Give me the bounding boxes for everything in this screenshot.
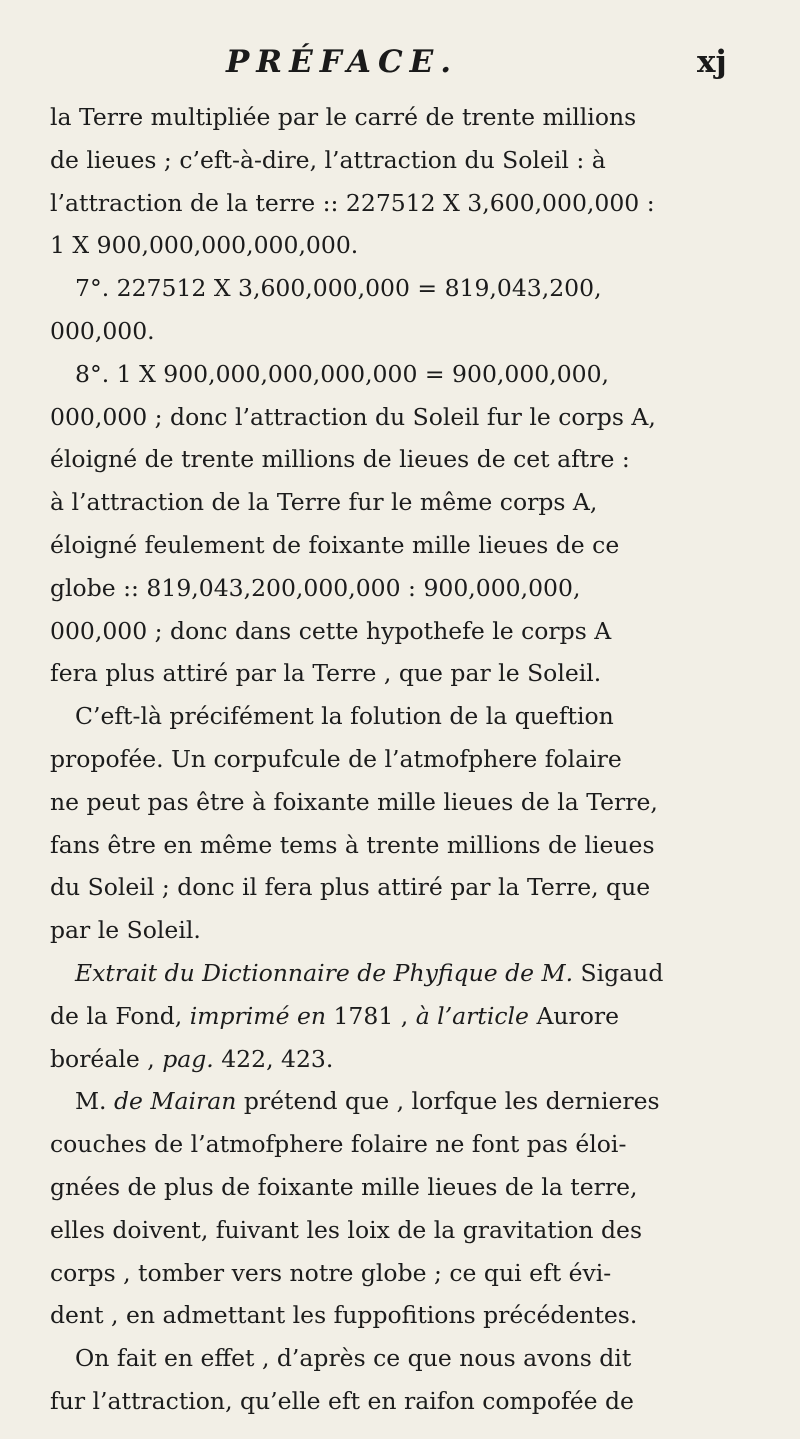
text-line <box>50 1209 760 1252</box>
text-segment: du Soleil ; donc il fera plus attiré par la Terre, que <box>50 873 651 902</box>
text-segment: Aurore <box>528 1001 620 1030</box>
text-segment: fans être en même tems à trente millions de lieues <box>50 830 655 859</box>
text-line <box>50 353 760 396</box>
text-segment: gnées de plus de foixante mille lieues de la terre, <box>50 1172 638 1201</box>
text-line <box>50 182 760 225</box>
text-line <box>50 567 760 610</box>
text-segment: de la Fond, <box>50 1001 190 1030</box>
text-line <box>50 438 760 481</box>
text-segment: On fait en effet , d’après ce que nous avons dit <box>75 1344 632 1373</box>
text-segment: 8°. 1 X 900,000,000,000,000 = 900,000,000, <box>75 359 610 388</box>
text-segment: globe :: 819,043,200,000,000 : 900,000,000, <box>50 573 581 602</box>
text-line <box>50 224 760 267</box>
italic-text: à l’article <box>415 1001 529 1030</box>
text-line <box>50 1252 760 1295</box>
text-segment: fur l’attraction, qu’elle eft en raifon compofée de <box>50 1386 634 1415</box>
text-line <box>50 1294 760 1337</box>
text-segment: prétend que , lorfque les dernieres <box>236 1087 660 1116</box>
page-number: xj <box>697 44 727 80</box>
text-line <box>50 396 760 439</box>
text-segment: boréale , <box>50 1044 163 1073</box>
text-segment: ne peut pas être à foixante mille lieues de la Terre, <box>50 787 658 816</box>
italic-text: Extrait du Dictionnaire de Phyfique de M. <box>75 958 574 987</box>
text-segment: 7°. 227512 X 3,600,000,000 = 819,043,200, <box>75 274 602 303</box>
text-line <box>50 610 760 653</box>
text-line <box>50 952 760 995</box>
text-line <box>50 781 760 824</box>
text-line <box>50 695 760 738</box>
text-segment: 1 X 900,000,000,000,000. <box>50 231 359 260</box>
text-segment: dent , en admettant les fuppofitions précédentes. <box>50 1301 638 1330</box>
text-segment: 422, 423. <box>213 1044 334 1073</box>
text-line <box>50 995 760 1038</box>
text-segment: de lieues ; c’eft-à-dire, l’attraction du Soleil : à <box>50 145 606 174</box>
text-line <box>50 1380 760 1423</box>
text-line <box>50 1080 760 1123</box>
text-line <box>50 1038 760 1081</box>
text-segment: couches de l’atmofphere folaire ne font pas éloi- <box>50 1130 627 1159</box>
text-line <box>50 652 760 695</box>
text-line <box>50 1166 760 1209</box>
italic-text: imprimé en <box>189 1001 327 1030</box>
text-segment: l’attraction de la terre :: 227512 X 3,600,000,000 : <box>50 188 655 217</box>
text-line <box>50 909 760 952</box>
text-segment: éloigné de trente millions de lieues de cet aftre : <box>50 445 630 474</box>
running-title: PRÉFACE. <box>226 44 459 80</box>
text-line <box>50 1337 760 1380</box>
text-line <box>50 1123 760 1166</box>
text-segment: 000,000 ; donc dans cette hypothefe le corps A <box>50 616 612 645</box>
text-segment: 1781 , <box>326 1001 416 1030</box>
text-segment: 000,000. <box>50 316 155 345</box>
text-segment: fera plus attiré par la Terre , que par le Soleil. <box>50 659 602 688</box>
text-segment: elles doivent, fuivant les loix de la gravitation des <box>50 1215 642 1244</box>
text-line <box>50 524 760 567</box>
text-segment: C’eft-là précifément la folution de la queftion <box>75 702 614 731</box>
text-segment: la Terre multipliée par le carré de trente millions <box>50 103 637 131</box>
text-line <box>50 824 760 867</box>
text-segment: M. <box>75 1087 115 1116</box>
running-header <box>0 44 800 92</box>
text-segment: 000,000 ; donc l’attraction du Soleil fur le corps A, <box>50 402 656 431</box>
text-segment: par le Soleil. <box>50 916 201 945</box>
text-segment: Sigaud <box>573 958 664 987</box>
text-line <box>50 96 760 139</box>
text-segment: corps , tomber vers notre globe ; ce qui eft évi- <box>50 1258 612 1287</box>
text-line <box>50 267 760 310</box>
text-line <box>50 866 760 909</box>
text-line <box>50 310 760 353</box>
body-text <box>50 96 760 1423</box>
italic-text: pag. <box>162 1044 214 1073</box>
text-segment: à l’attraction de la Terre fur le même corps A, <box>50 488 598 517</box>
text-line <box>50 738 760 781</box>
text-line <box>50 481 760 524</box>
text-segment: propofée. Un corpufcule de l’atmofphere folaire <box>50 744 622 773</box>
italic-text: de Mairan <box>114 1087 237 1116</box>
text-line <box>50 139 760 182</box>
text-segment: éloigné feulement de foixante mille lieues de ce <box>50 530 620 559</box>
